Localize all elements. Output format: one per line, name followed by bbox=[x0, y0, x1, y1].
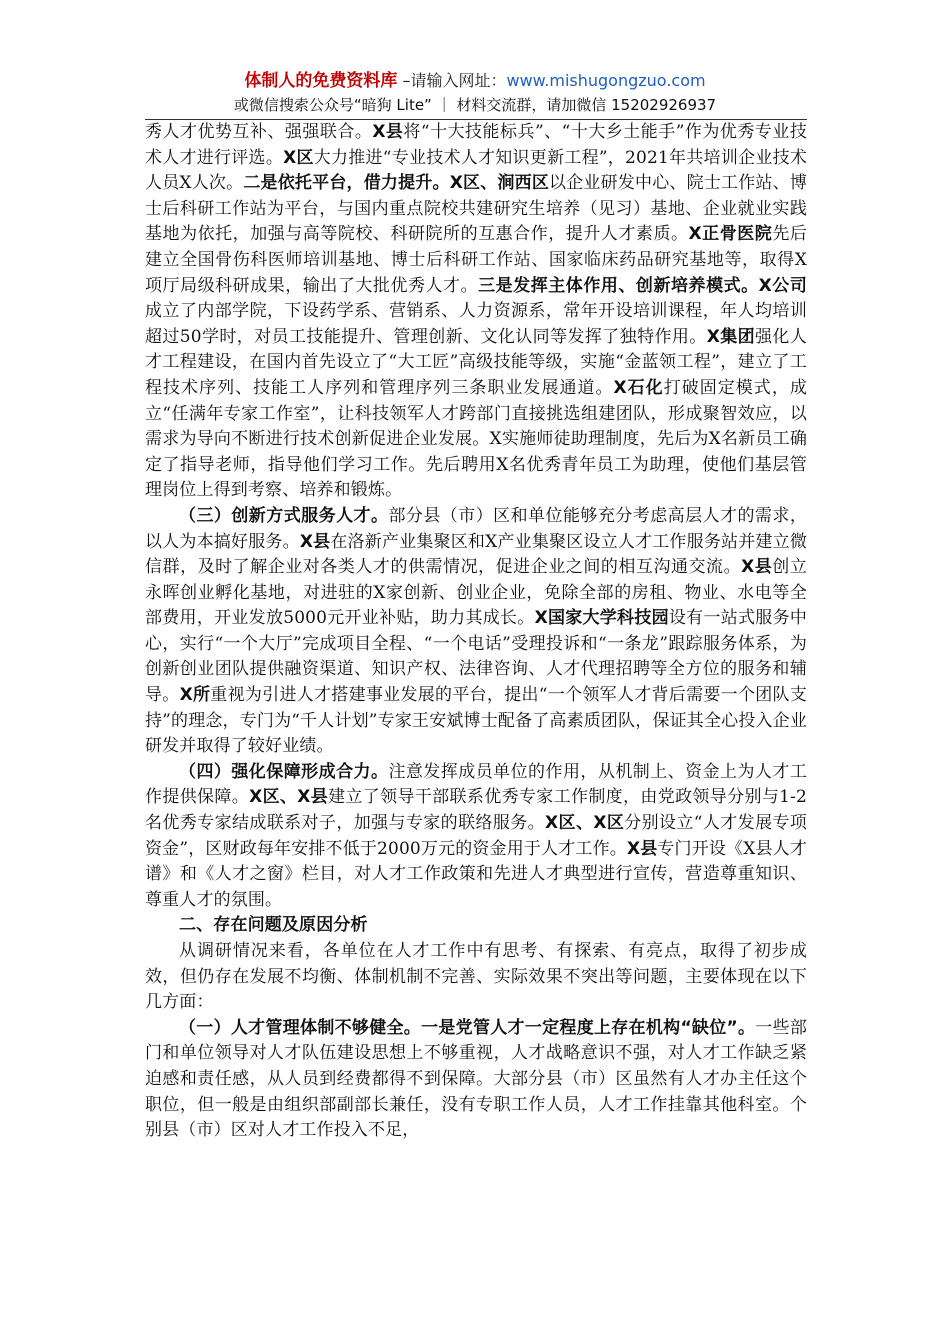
text-run: 重视为引进人才搭建事业发展的平台，提出“一个领军人才背后需要一个团队支持”的理念，专门为“千人计划”专家王安斌博士配备了高素质团队，保证其全心投入企业研发并取得了较好业绩。 bbox=[145, 685, 807, 757]
url-prompt: –请输入网址： bbox=[397, 71, 507, 90]
paragraph-intro: 从调研情况来看，各单位在人才工作中有思考、有探索、有亮点，取得了初步成效，但仍存在发展不均衡、体制机制不完善、实际效果不突出等问题，主要体现在以下几方面： bbox=[145, 941, 807, 1013]
bold-run: X区、X县 bbox=[249, 787, 329, 808]
text-run: 大力推进“专业技术人才知识更新工程”，2021年共培训企业技术人员X人次。 bbox=[145, 147, 808, 194]
bold-run: X国家大学科技园 bbox=[534, 608, 669, 629]
text-run: 注意发挥成员单位的作用，从机制上、资金上为人才工作提供保障。 bbox=[145, 761, 807, 808]
text-run: 在洛新产业集聚区和X产业集聚区设立人才工作服务站并建立微信群，及时了解企业对各类人才的供需情况，促进企业之间的相互沟通交流。 bbox=[145, 531, 807, 578]
text-run: 强化人才工程建设，在国内首先设立了“大工匠”高级技能等级，实施“金蓝领工程”，建立了工程技术序列、技能工人序列和管理序列三条职业发展通道。 bbox=[145, 326, 807, 398]
bold-run: X正骨医院 bbox=[688, 224, 773, 245]
section-heading: （一）人才管理体制不够健全。一是党管人才一定程度上存在机构“缺位”。 bbox=[179, 1017, 756, 1038]
text-run: 一些部门和单位领导对人才队伍建设思想上不够重视，人才战略意识不强，对人才工作缺乏紧迫感和责任感，从人员到经费都得不到保障。大部分县（市）区虽然有人才办主任这个职位，但一般是由组织部副部长兼任，没有专职工作人员，人才工作挂靠其他科室。个别县（市）区对人才工作投入不足， bbox=[145, 1017, 807, 1141]
brand-title: 体制人的免费资料库 bbox=[244, 71, 398, 91]
text-run: 部分县（市）区和单位能够充分考虑高层人才的需求，以人为本搞好服务。 bbox=[145, 505, 807, 552]
text-run: 以企业研发中心、院士工作站、博士后科研工作站为平台，与国内重点院校共建研究生培养（见习）基地、企业就业实践基地为依托，加强与高等院校、科研院所的互惠合作，提升人才素质。 bbox=[145, 173, 807, 245]
bold-run: X县 bbox=[299, 531, 331, 552]
paragraph-guarantee bbox=[145, 760, 807, 914]
text-run: 分别设立“人才发展专项资金”，区财政每年安排不低于2000万元的资金用于人才工作。 bbox=[145, 813, 808, 859]
section-heading: （三）创新方式服务人才。 bbox=[179, 505, 389, 526]
text-run: 成立了内部学院，下设药学系、营销系、人力资源系，常年开设培训课程，年人均培训超过50学时，对员工技能提升、管理创新、文化认同等发挥了独特作用。 bbox=[145, 301, 807, 347]
document-body bbox=[145, 120, 807, 1144]
bold-run: X所 bbox=[179, 685, 211, 706]
paragraph-training bbox=[145, 120, 807, 504]
bold-run: X县 bbox=[741, 557, 773, 578]
section2-title: 二、存在问题及原因分析 bbox=[179, 915, 368, 936]
bold-run: X石化 bbox=[613, 377, 664, 398]
text-run: 秀人才优势互补、强强联合。 bbox=[145, 122, 373, 142]
bold-run: 三是发挥主体作用、创新培养模式。X公司 bbox=[478, 275, 807, 296]
wechat-contact-line: 或微信搜索公众号“暗狗 Lite” ｜ 材料交流群，请加微信 15202926937 bbox=[233, 96, 717, 114]
text-run: 设有一站式服务中心，实行“一个大厅”完成项目全程、“一个电话”受理投诉和“一条龙”跟踪服务体系，为创新创业团队提供融资渠道、知识产权、法律咨询、人才代理招聘等全方位的服务和辅导。 bbox=[145, 608, 808, 706]
paragraph-service bbox=[145, 504, 807, 760]
paragraph-problem-1 bbox=[145, 1016, 807, 1144]
text-run: 将“十大技能标兵”、“十大乡土能手”作为优秀专业技术人才进行评选。 bbox=[145, 122, 808, 168]
bold-run: X区 bbox=[283, 147, 314, 168]
bold-run: 二是依托平台，借力提升。X区、涧西区 bbox=[243, 173, 550, 194]
section-heading: （四）强化保障形成合力。 bbox=[179, 761, 389, 782]
site-url-link[interactable]: www.mishugongzuo.com bbox=[506, 71, 706, 90]
text-run: 专门开设《X县人才谱》和《人才之窗》栏目，对人才工作政策和先进人才典型进行宣传，营造尊重知识、尊重人才的氛围。 bbox=[145, 838, 807, 910]
site-banner bbox=[0, 70, 950, 92]
bold-run: X县 bbox=[372, 122, 404, 142]
bold-run: X县 bbox=[626, 838, 658, 859]
bold-run: X区、X区 bbox=[545, 813, 625, 834]
text-run: 建立了领导干部联系优秀专家工作制度，由党政领导分别与1-2名优秀专家结成联系对子，加强与专家的联络服务。 bbox=[145, 787, 807, 834]
text-run: 打破固定模式，成立“任满年专家工作室”，让科技领军人才跨部门直接挑选组建团队，形成聚智效应，以需求为导向不断进行技术创新促进企业发展。X实施师徒助理制度，先后为X名新员工确定了指导老师，指导他们学习工作。先后聘用X名优秀青年员工为助理，使他们基层管理岗位上得到考察、培养和锻炼。 bbox=[145, 377, 807, 501]
text-run: 先后建立全国骨伤科医师培训基地、博士后科研工作站、国家临床药品研究基地等，取得X项厅局级科研成果，输出了大批优秀人才。 bbox=[145, 224, 807, 296]
text-run: 创立永晖创业孵化基地，对进驻的X家创新、创业企业，免除全部的房租、物业、水电等全部费用，开业发放5000元开业补贴，助力其成长。 bbox=[145, 557, 807, 629]
bold-run: X集团 bbox=[706, 326, 756, 347]
section-title bbox=[145, 913, 807, 939]
